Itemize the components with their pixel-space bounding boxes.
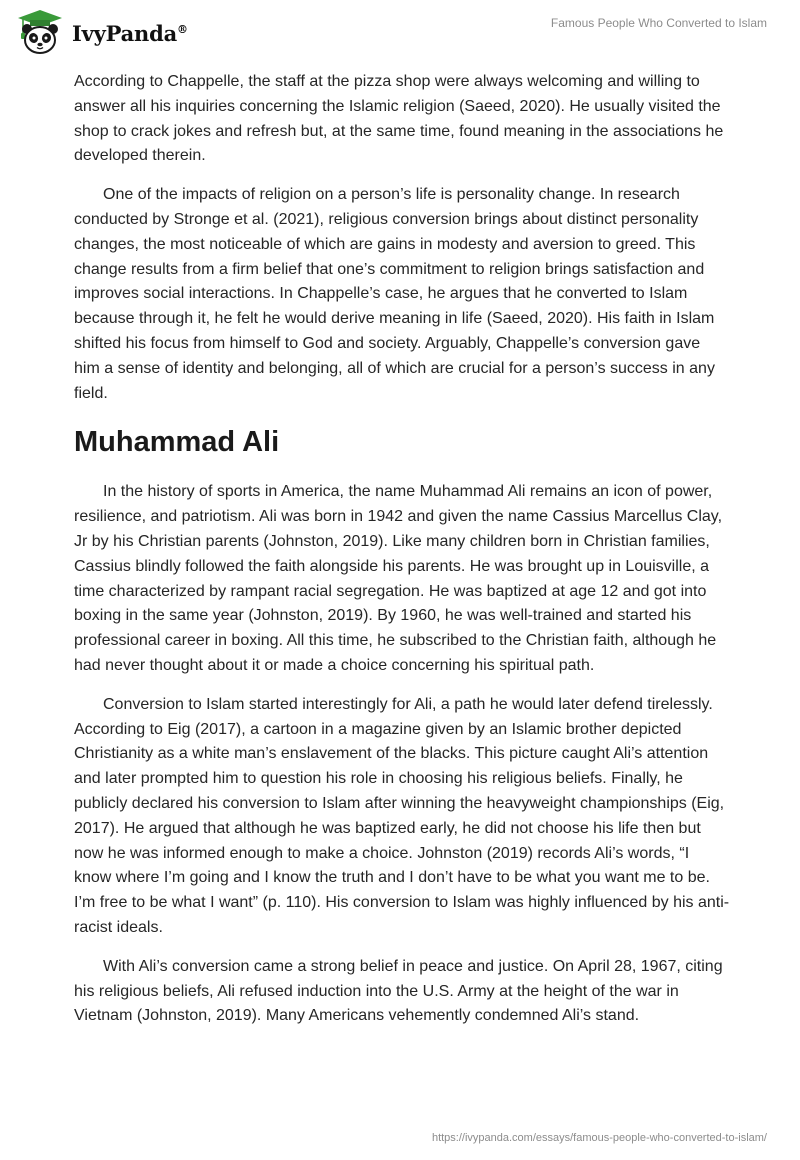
page-header	[0, 0, 800, 60]
registered-mark: ®	[177, 22, 188, 36]
brand-name: IvyPanda	[72, 20, 178, 46]
logo-wordmark	[72, 21, 188, 46]
source-url[interactable]: https://ivypanda.com/essays/famous-people-who-converted-to-islam/	[431, 1132, 767, 1144]
paragraph-chappelle-pizza-shop: According to Chappelle, the staff at the pizza shop were always welcoming and willing to answer all his inquiries concerning the Islamic religion (Saeed, 2020). He usually visited the shop to crack jokes and refresh but, at the same time, found meaning in the associations he developed therein.	[74, 73, 724, 165]
paragraph-personality-change: One of the impacts of religion on a person’s life is personality change. In research conducted by Stronge et al. (2021), religious conversion brings about distinct personality changes, the most noticeable of which are gains in modesty and aversion to greed. This change results from a firm belief that one’s commitment to religion brings satisfaction and improves social interactions. In Chappelle’s case, he argues that he converted to Islam because through it, he felt he would derive meaning in life (Saeed, 2020). His faith in Islam shifted his focus from himself to God and society. Arguably, Chappelle’s conversion gave him a sense of identity and belonging, all of which are crucial for a person’s success in any field.	[74, 186, 715, 402]
document-title: Famous People Who Converted to Islam	[550, 16, 767, 30]
paragraph-ali-conversion: Conversion to Islam started interestingly for Ali, a path he would later defend tirelessly. According to Eig (2017), a cartoon in a magazine given by an Islamic brother depicted Christianity as a white man’s enslavement of the blacks. This picture caught Ali’s attention and later prompted him to question his role in choosing his religious beliefs. Finally, he publicly declared his conversion to Islam after winning the heavyweight championships (Eig, 2017). He argued that although he was baptized early, he did not choose his life then but now he was informed enough to make a choice. Johnston (2019) records Ali’s words, “I know where I’m going and I know the truth and I don’t have to be what you want me to be. I’m free to be what I want” (p. 110). His conversion to Islam was highly influenced by his anti-racist ideals.	[74, 695, 730, 936]
paragraph-ali-peace-justice: With Ali’s conversion came a strong belief in peace and justice. On April 28, 1967, citing his religious beliefs, Ali refused induction into the U.S. Army at the height of the war in Vietnam (Johnston, 2019). Many Americans vehemently condemned Ali’s stand.	[74, 957, 723, 1025]
section-heading-muhammad-ali: Muhammad Ali	[74, 426, 280, 459]
panda-graduate-icon	[14, 7, 66, 55]
ivypanda-logo[interactable]	[14, 7, 188, 55]
paragraph-ali-early-life: In the history of sports in America, the name Muhammad Ali remains an icon of power, resilience, and patriotism. Ali was born in 1942 and given the name Cassius Marcellus Clay, Jr by his Christian parents (Johnston, 2019). Like many children born in Christian families, Cassius blindly followed the faith alongside his parents. He was brought up in Louisville, a time characterized by rampant racial segregation. He was baptized at age 12 and got into boxing in the same year (Johnston, 2019). By 1960, he was well-trained and started his professional career in boxing. All this time, he subscribed to the Christian faith, although he had never thought about it or made a choice concerning his spiritual path.	[74, 483, 723, 674]
essay-body	[74, 70, 730, 1043]
